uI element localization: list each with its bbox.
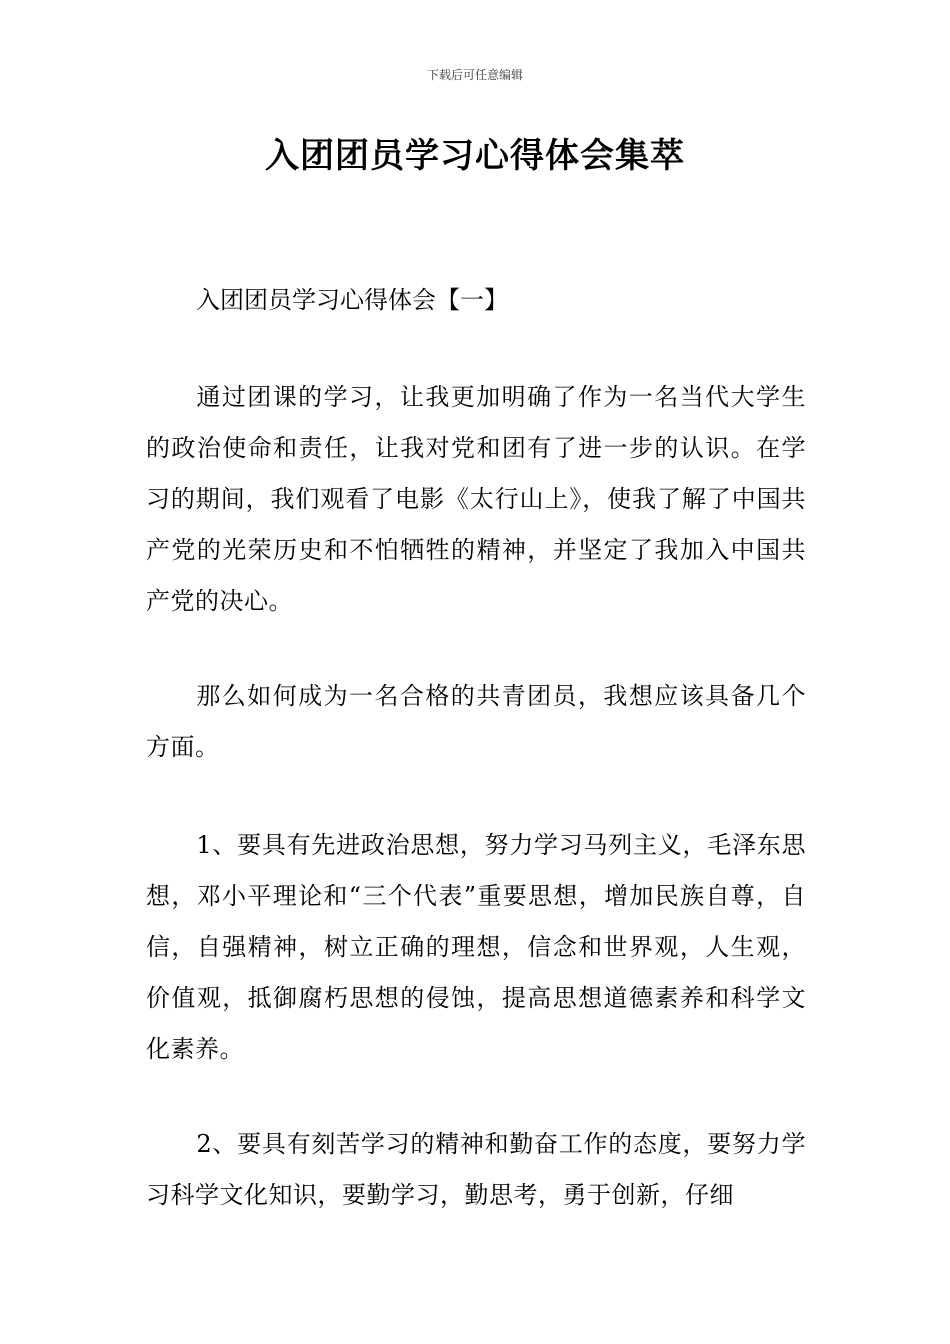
paragraph-3: 1、要具有先进政治思想，努力学习马列主义，毛泽东思想，邓小平理论和“三个代表”重要思想，增加民族自尊，自信，自强精神，树立正确的理想，信念和世界观，人生观，价值观，抵御腐朽思想的侵蚀，提高思想道德素养和科学文化素养。 bbox=[146, 831, 806, 1063]
paragraph-2: 那么如何成为一名合格的共青团员，我想应该具备几个方面。 bbox=[146, 682, 806, 761]
section-heading: 入团团员学习心得体会【一】 bbox=[196, 286, 508, 314]
header-note: 下载后可任意编辑 bbox=[426, 68, 523, 82]
document-title: 入团团员学习心得体会集萃 bbox=[265, 136, 685, 176]
paragraph-4: 2、要具有刻苦学习的精神和勤奋工作的态度，要努力学习科学文化知识，要勤学习，勤思考，勇于创新，仔细 bbox=[146, 1130, 806, 1209]
paragraph-1: 通过团课的学习，让我更加明确了作为一名当代大学生的政治使命和责任，让我对党和团有了进一步的认识。在学习的期间，我们观看了电影《太行山上》，使我了解了中国共产党的光荣历史和不怕牺牲的精神，并坚定了我加入中国共产党的决心。 bbox=[146, 383, 806, 615]
